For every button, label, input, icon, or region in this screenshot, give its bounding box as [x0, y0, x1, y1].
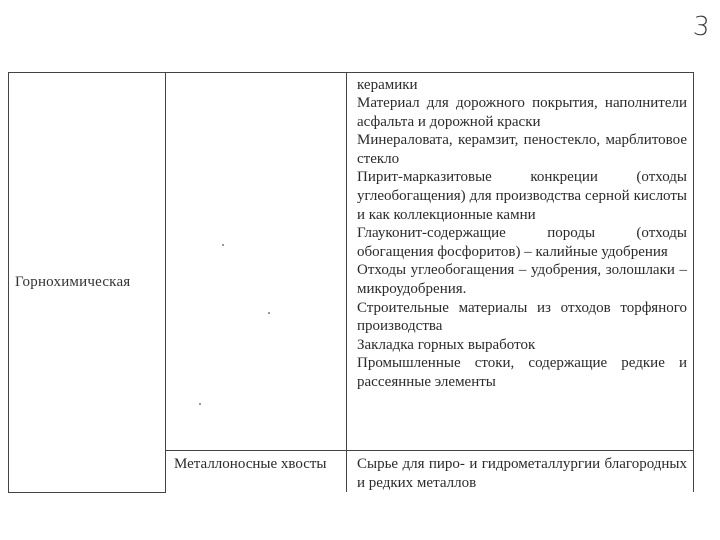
use-item: Сырье для пиро- и гидрометаллургии благородных и редких металлов [357, 456, 687, 491]
scan-speck [268, 312, 270, 314]
use-item: Пирит-марказитовые конкреции (отходы углеобогащения) для производства серной кислоты и как коллекционные камни [357, 169, 687, 223]
use-item: Закладка горных выработок [357, 336, 536, 353]
use-item: Материал для дорожного покрытия, наполнители асфальта и дорожной краски [357, 95, 687, 130]
uses-cell [347, 73, 694, 451]
category-label: Горнохимическая [15, 274, 131, 291]
uses-cell [347, 451, 694, 493]
use-item: Отходы углеобогащения – удобрения, золошлаки – микроудобрения. [357, 262, 687, 297]
subcategory-cell-empty [166, 73, 347, 451]
use-item: Строительные материалы из отходов торфяного производства [357, 299, 687, 335]
use-item: Минераловата, керамзит, пеностекло, марблитовое стекло [357, 132, 687, 167]
table-row [9, 73, 694, 451]
page-number: 3 [692, 11, 712, 43]
use-item: керамики [357, 77, 418, 93]
use-item: Глауконит-содержащие породы (отходы обогащения фосфоритов) – калийные удобрения [357, 225, 687, 260]
use-item: Промышленные стоки, содержащие редкие и рассеянные элементы [357, 355, 687, 390]
resource-use-table [8, 72, 694, 493]
scan-speck [199, 403, 201, 405]
subcategory-label: Металлоносные хвосты [174, 456, 327, 472]
category-cell [9, 73, 166, 493]
scan-speck [222, 244, 224, 246]
subcategory-cell [166, 451, 347, 493]
